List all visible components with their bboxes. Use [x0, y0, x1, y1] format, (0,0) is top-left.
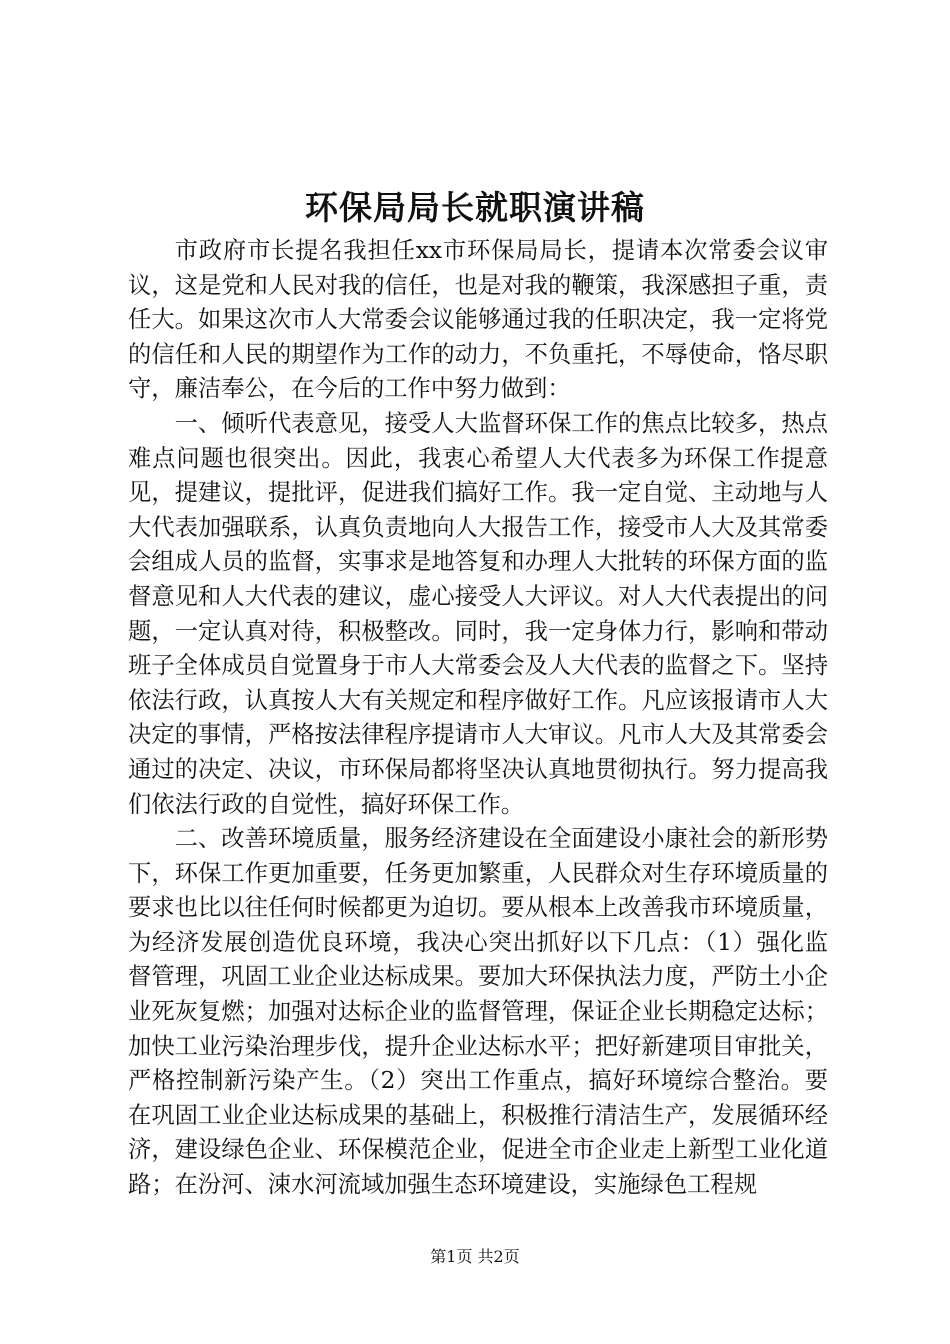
document-body: [128, 234, 828, 1203]
document-title: 环保局局长就职演讲稿: [305, 188, 645, 227]
page-number-footer: 第1页 共2页: [430, 1247, 520, 1266]
paragraph-intro: 市政府市长提名我担任xx市环保局局长，提请本次常委会议审议，这是党和人民对我的信任，也是对我的鞭策，我深感担子重，责任大。如果这次市人大常委会议能够通过我的任职决定，我一定将党的信任和人民的期望作为工作的动力，不负重托，不辱使命，恪尽职守，廉洁奉公，在今后的工作中努力做到：: [128, 237, 828, 403]
paragraph-two: 二、改善环境质量，服务经济建设在全面建设小康社会的新形势下，环保工作更加重要，任务更加繁重，人民群众对生存环境质量的要求也比以往任何时候都更为迫切。要从根本上改善我市环境质量，为经济发展创造优良环境，我决心突出抓好以下几点：（1）强化监督管理，巩固工业企业达标成果。要加大环保执法力度，严防土小企业死灰复燃；加强对达标企业的监督管理，保证企业长期稳定达标；加快工业污染治理步伐，提升企业达标水平；把好新建项目审批关，严格控制新污染产生。（2）突出工作重点，搞好环境综合整治。要在巩固工业企业达标成果的基础上，积极推行清洁生产，发展循环经济，建设绿色企业、环保模范企业，促进全市企业走上新型工业化道路；在汾河、涑水河流域加强生态环境建设，实施绿色工程规: [128, 825, 828, 1199]
paragraph-one: 一、倾听代表意见，接受人大监督环保工作的焦点比较多，热点难点问题也很突出。因此，我衷心希望人大代表多为环保工作提意见，提建议，提批评，促进我们搞好工作。我一定自觉、主动地与人大代表加强联系，认真负责地向人大报告工作，接受市人大及其常委会组成人员的监督，实事求是地答复和办理人大批转的环保方面的监督意见和人大代表的建议，虚心接受人大评议。对人大代表提出的问题，一定认真对待，积极整改。同时，我一定身体力行，影响和带动班子全体成员自觉置身于市人大常委会及人大代表的监督之下。坚持依法行政，认真按人大有关规定和程序做好工作。凡应该报请市人大决定的事情，严格按法律程序提请市人大审议。凡市人大及其常委会通过的决定、决议，市环保局都将坚决认真地贯彻执行。努力提高我们依法行政的自觉性，搞好环保工作。: [128, 409, 828, 818]
